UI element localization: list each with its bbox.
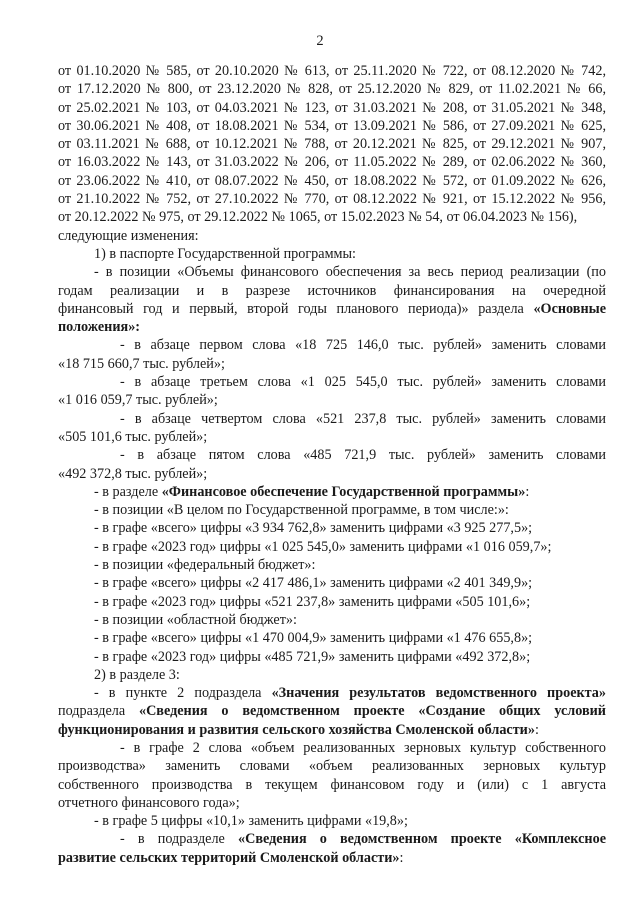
item-2-point-line xyxy=(58,684,606,702)
paragraph-1-line: - в абзаце первом слова «18 725 146,0 тыс. рублей» заменить словами xyxy=(120,337,606,354)
paragraph-4-line: «505 101,6 тыс. рублей»; xyxy=(58,428,208,445)
column-2-line: - в графе 2 слова «объем реализованных зерновых культур собственного xyxy=(120,739,606,756)
item-2: 2) в разделе 3: xyxy=(94,666,180,683)
decree-line: от 01.10.2020 № 585, от 20.10.2020 № 613, от 25.11.2020 № 722, от 08.12.2020 № 742, xyxy=(58,63,606,79)
section-financing xyxy=(58,483,606,501)
federal-2023: - в графе «2023 год» цифры «521 237,8» заменить цифрами «505 101,6»; xyxy=(94,593,531,610)
paragraph-5-line: «492 372,8 тыс. рублей»; xyxy=(58,465,208,482)
decree-line: от 03.11.2021 № 688, от 10.12.2021 № 788, от 20.12.2021 № 825, от 29.12.2021 № 907, xyxy=(58,136,606,153)
position-volumes-line: - в позиции «Объемы финансового обеспечения за весь период реализации (по xyxy=(94,264,606,281)
text: - в подразделе xyxy=(120,831,239,848)
text: подраздела xyxy=(58,703,139,720)
decree-list xyxy=(58,62,606,227)
item-2-point-line xyxy=(58,702,606,720)
bold-text: функционирования и развития сельского хозяйства Смоленской области» xyxy=(58,721,535,738)
bold-text: «Финансовое обеспечение Государственной программы» xyxy=(161,483,526,500)
decree-line: от 30.06.2021 № 408, от 18.08.2021 № 534, от 13.09.2021 № 586, от 27.09.2021 № 625, xyxy=(58,117,606,134)
federal-all: - в графе «всего» цифры «2 417 486,1» заменить цифрами «2 401 349,9»; xyxy=(94,575,533,592)
decree-line: от 17.12.2020 № 800, от 23.12.2020 № 828, от 25.12.2020 № 829, от 11.02.2021 № 66, xyxy=(58,81,606,98)
document-body xyxy=(58,62,606,867)
regional-all: - в графе «всего» цифры «1 470 004,9» заменить цифрами «1 476 655,8»; xyxy=(94,630,533,647)
column-5: - в графе 5 цифры «10,1» заменить цифрами «19,8»; xyxy=(94,813,408,830)
bold-text: «Значения результатов ведомственного проекта» xyxy=(271,685,606,702)
paragraph-3-line: «1 016 059,7 тыс. рублей»; xyxy=(58,392,218,409)
decree-line: от 16.03.2022 № 143, от 31.03.2022 № 206, от 11.05.2022 № 289, от 02.06.2022 № 360, xyxy=(58,154,606,171)
paragraph-4-line: - в абзаце четвертом слова «521 237,8 тыс. рублей» заменить словами xyxy=(120,410,606,427)
text: - в пункте 2 подраздела xyxy=(94,685,272,702)
bold-text: «Сведения о ведомственном проекте «Комплексное xyxy=(238,831,606,848)
bold-text: развитие сельских территорий Смоленской области» xyxy=(58,849,400,866)
text: : xyxy=(525,483,530,500)
decree-line: от 21.10.2022 № 752, от 27.10.2022 № 770, от 08.12.2022 № 921, от 15.12.2022 № 956, xyxy=(58,191,606,208)
position-regional: - в позиции «областной бюджет»: xyxy=(94,611,297,628)
page-number: 2 xyxy=(316,33,324,49)
text: финансовый год и первый, второй годы планового периода)» раздела xyxy=(58,300,534,317)
decree-line: от 25.02.2021 № 103, от 04.03.2021 № 123, от 31.03.2021 № 208, от 31.05.2021 № 348, xyxy=(58,99,606,116)
text: - в разделе xyxy=(94,483,162,500)
regional-2023: - в графе «2023 год» цифры «485 721,9» заменить цифрами «492 372,8»; xyxy=(94,648,531,665)
bold-text: «Основные xyxy=(533,300,606,317)
column-2-line: производства» заменить словами «объем реализованных зерновых культур xyxy=(58,758,606,775)
paragraph-5-line: - в абзаце пятом слова «485 721,9 тыс. рублей» заменить словами xyxy=(120,447,606,464)
column-2-line: отчетного финансового года»; xyxy=(58,794,240,811)
total-2023: - в графе «2023 год» цифры «1 025 545,0» заменить цифрами «1 016 059,7»; xyxy=(94,538,552,555)
item-1: 1) в паспорте Государственной программы: xyxy=(94,245,357,262)
text: : xyxy=(399,849,404,866)
column-2-line: собственного производства в текущем финансовом году и (или) с 1 августа xyxy=(58,776,606,793)
item-2-point-line xyxy=(58,721,606,739)
paragraph-3-line: - в абзаце третьем слова «1 025 545,0 тыс. рублей» заменить словами xyxy=(120,374,606,391)
position-volumes-line: положения»: xyxy=(58,319,141,336)
position-volumes-line: годам реализации и в разрезе источников финансирования на очередной xyxy=(58,282,606,299)
following-changes: следующие изменения: xyxy=(58,227,199,244)
paragraph-1-line: «18 715 660,7 тыс. рублей»; xyxy=(58,355,225,372)
position-federal: - в позиции «федеральный бюджет»: xyxy=(94,557,316,574)
subsection-line xyxy=(58,830,606,848)
total-all: - в графе «всего» цифры «3 934 762,8» заменить цифрами «3 925 277,5»; xyxy=(94,520,533,537)
subsection-line xyxy=(58,849,606,867)
bold-text: «Сведения о ведомственном проекте «Создание общих условий xyxy=(138,703,606,720)
decree-line: от 20.12.2022 № 975, от 29.12.2022 № 1065, от 15.02.2023 № 54, от 06.04.2023 № 156), xyxy=(58,209,578,226)
position-total: - в позиции «В целом по Государственной программе, в том числе:»: xyxy=(94,502,509,519)
text: : xyxy=(534,721,539,738)
position-volumes-line xyxy=(58,300,606,318)
decree-line: от 23.06.2022 № 410, от 08.07.2022 № 450, от 18.08.2022 № 572, от 01.09.2022 № 626, xyxy=(58,172,606,189)
